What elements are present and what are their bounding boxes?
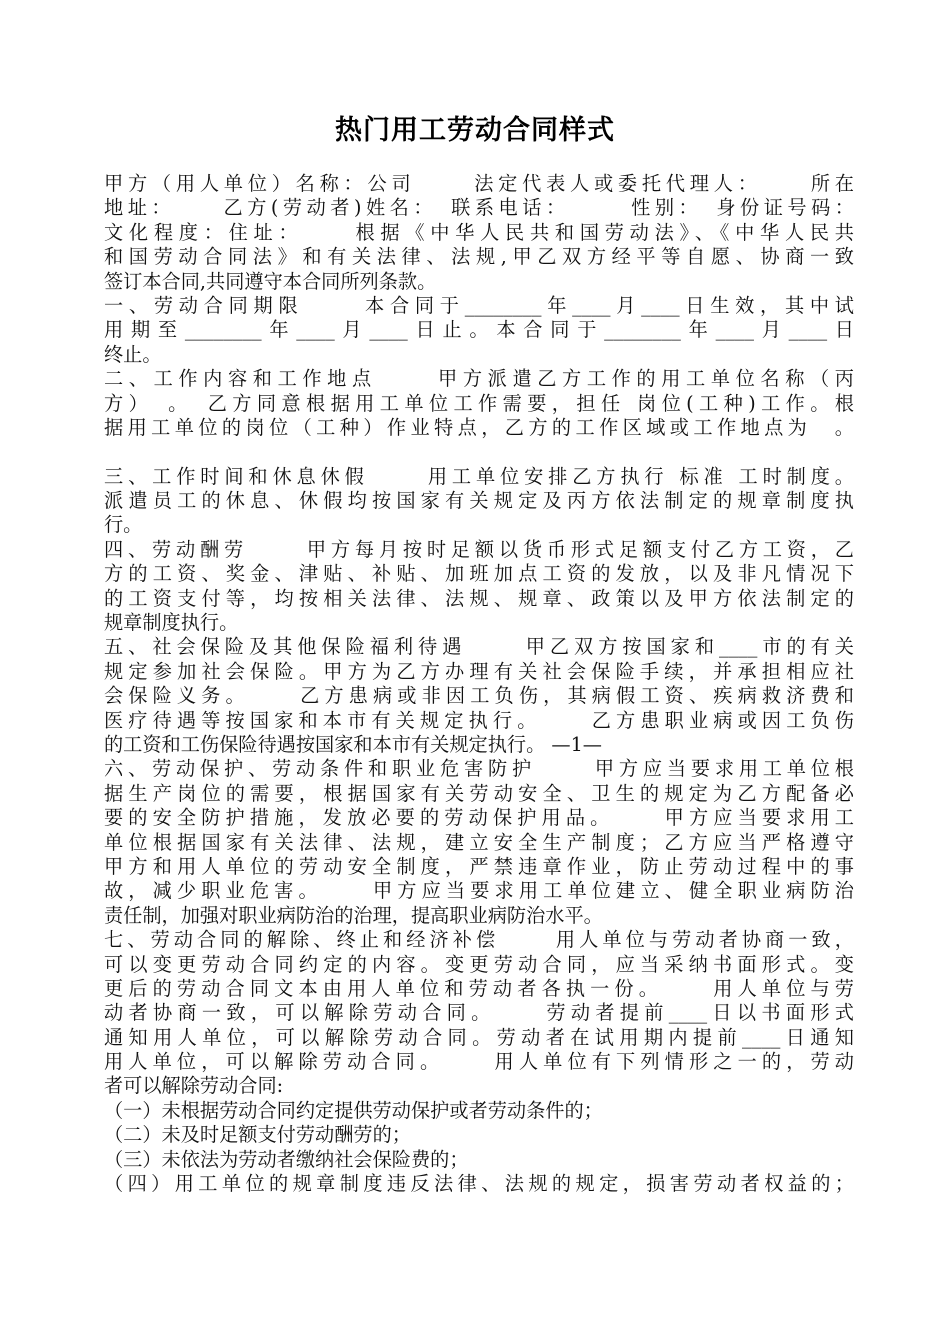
contract-line: 终止。 — [104, 342, 162, 366]
contract-line: 责任制，加强对职业病防治的治理，提高职业病防治水平。 — [104, 903, 603, 927]
contract-line: 四、劳动酬劳 甲方每月按时足额以货币形式足额支付乙方工资，乙 — [104, 537, 854, 561]
contract-line: 方） 。 乙方同意根据用工单位工作需要，担任 岗位(工种)工作。根 — [104, 391, 854, 415]
contract-line: 地址： 乙方(劳动者)姓名： 联系电话： 性别： 身份证号码： — [104, 196, 854, 220]
contract-line: 派遣员工的休息、休假均按国家有关规定及丙方依法制定的规章制度执 — [104, 489, 854, 513]
contract-line: 据生产岗位的需要，根据国家有关劳动安全、卫生的规定为乙方配备必 — [104, 781, 854, 805]
contract-line: 要的安全防护措施，发放必要的劳动保护用品。 甲方应当要求用工 — [104, 806, 854, 830]
contract-body — [104, 172, 854, 1196]
contract-line: 规定参加社会保险。甲方为乙方办理有关社会保险手续，并承担相应社 — [104, 659, 854, 683]
document-title: 热门用工劳动合同样式 — [335, 115, 615, 146]
contract-line: 方的工资、奖金、津贴、补贴、加班加点工资的发放，以及非凡情况下 — [104, 562, 854, 586]
contract-line: 通知用人单位，可以解除劳动合同。劳动者在试用期内提前____日通知 — [104, 1025, 854, 1049]
contract-line: （四）用工单位的规章制度违反法律、法规的规定，损害劳动者权益的； — [104, 1172, 854, 1196]
contract-line: 故，减少职业危害。 甲方应当要求用工单位建立、健全职业病防治 — [104, 879, 854, 903]
contract-line: 三、工作时间和休息休假 用工单位安排乙方执行 标准 工时制度。 — [104, 464, 854, 488]
contract-line: 单位根据国家有关法律、法规，建立安全生产制度；乙方应当严格遵守 — [104, 830, 854, 854]
contract-line: 可以变更劳动合同约定的内容。变更劳动合同，应当采纳书面形式。变 — [104, 952, 854, 976]
contract-line: 和国劳动合同法》和有关法律、法规,甲乙双方经平等自愿、协商一致 — [104, 245, 854, 269]
contract-line: 者可以解除劳动合同: — [104, 1074, 284, 1098]
contract-line: 会保险义务。 乙方患病或非因工负伤，其病假工资、疾病救济费和 — [104, 684, 854, 708]
contract-line: （一）未根据劳动合同约定提供劳动保护或者劳动条件的； — [104, 1098, 603, 1122]
contract-line: 的工资支付等，均按相关法律、法规、规章、政策以及甲方依法制定的 — [104, 586, 854, 610]
contract-line: 更后的劳动合同文本由用人单位和劳动者各执一份。 用人单位与劳 — [104, 976, 854, 1000]
contract-line: 据用工单位的岗位（工种）作业特点，乙方的工作区域或工作地点为 。 — [104, 415, 854, 439]
contract-line: 七、劳动合同的解除、终止和经济补偿 用人单位与劳动者协商一致， — [104, 928, 854, 952]
contract-line — [104, 440, 854, 464]
contract-line: 用期至________年____月____日止。本合同于________年____月____日 — [104, 318, 854, 342]
contract-line: 六、劳动保护、劳动条件和职业危害防护 甲方应当要求用工单位根 — [104, 757, 854, 781]
contract-line: 二、工作内容和工作地点 甲方派遣乙方工作的用工单位名称（丙 — [104, 367, 854, 391]
contract-line: （三）未依法为劳动者缴纳社会保险费的； — [104, 1147, 469, 1171]
contract-line: 的工资和工伤保险待遇按国家和本市有关规定执行。 —1— — [104, 732, 602, 756]
contract-line: 甲方（用人单位）名称：公司 法定代表人或委托代理人： 所在 — [104, 172, 854, 195]
contract-line: 一、劳动合同期限 本合同于________年____月____日生效，其中试 — [104, 293, 854, 317]
contract-line: 医疗待遇等按国家和本市有关规定执行。 乙方患职业病或因工负伤 — [104, 708, 854, 732]
contract-line: 签订本合同,共同遵守本合同所列条款。 — [104, 269, 437, 293]
contract-line: 五、社会保险及其他保险福利待遇 甲乙双方按国家和____市的有关 — [104, 635, 854, 659]
contract-line: （二）未及时足额支付劳动酬劳的； — [104, 1123, 411, 1147]
contract-line: 甲方和用人单位的劳动安全制度，严禁违章作业，防止劳动过程中的事 — [104, 854, 854, 878]
contract-line: 动者协商一致，可以解除劳动合同。 劳动者提前____日以书面形式 — [104, 1001, 854, 1025]
contract-line: 用人单位，可以解除劳动合同。 用人单位有下列情形之一的，劳动 — [104, 1050, 854, 1074]
contract-line: 文化程度：住址： 根据《中华人民共和国劳动法》、《中华人民共 — [104, 220, 854, 244]
contract-line: 行。 — [104, 513, 143, 537]
contract-line: 规章制度执行。 — [104, 611, 239, 635]
